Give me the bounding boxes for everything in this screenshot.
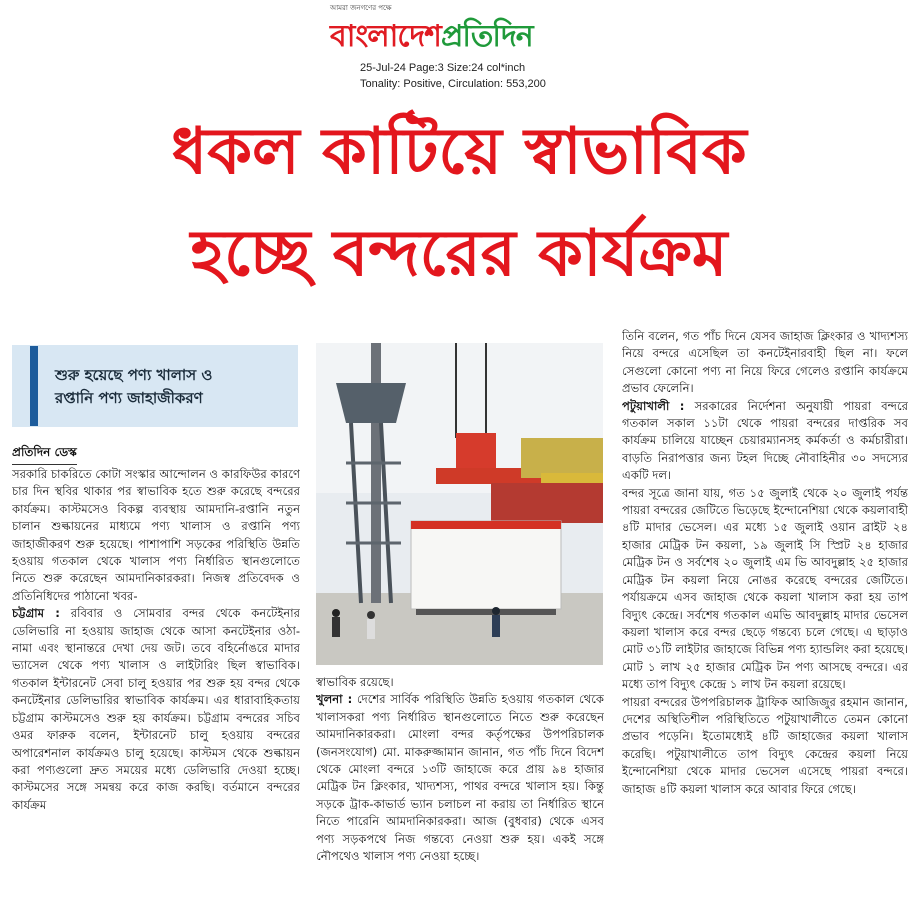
masthead [320,2,610,60]
column3-paragraph-3: বন্দর সূত্রে জানা যায়, গত ১৫ জুলাই থেকে ২০ জুলাই পর্যন্ত পায়রা বন্দরের জেটিতে ভিড়েছে ইন্দোনেশিয়া থেকে কয়লাবাহী ৪টি মাদার ভেসেল। এর মধ্যে ১৫ জুলাই ওয়ান ব্রাইট ২৪ হাজার মেট্রিক টন কয়লা, ১৯ জুলাই সি স্প্রিট ২৪ হাজার মেট্রিক টন ও সর্বশেষ ২০ জুলাই এম ভি আবদুল্লাহ ২৫ হাজার মেট্রিক টন কয়লা নিয়ে নোঙর করেছে বন্দরের জেটিতে। পর্যায়ক্রমে এসব জাহাজ থেকে কয়লা খালাস করা হয় তাপ বিদ্যুৎ কেন্দ্রে। সর্বশেষ গতকাল এমভি আবদুল্লাহ মাদার ভেসেল কয়লা খালাস করে বন্দর ছেড়ে গন্তব্যে চলে গেছে। এ ছাড়াও মোট ৩১টি লাইটার জাহাজে বিভিন্ন পণ্য হ্যান্ডলিং করা হয়েছে। মোট ১ লাখ ২৫ হাজার মেট্রিক টন পণ্য আসছে বন্দরে। এর মধ্যে তাপ বিদ্যুৎ কেন্দ্রে ১ লাখ টন কয়লা রয়েছে। [622,485,908,692]
chattogram-label: চট্টগ্রাম : [12,606,60,621]
subheadline-line-1: শুরু হয়েছে পণ্য খালাস ও [55,366,213,384]
masthead-tagline: আমরা জনগণের পক্ষে [330,4,392,12]
article-column-1 [12,466,300,914]
chattogram-paragraph [12,605,300,814]
port-photo [316,343,603,665]
clip-meta-line-1: 25-Jul-24 Page:3 Size:24 col*inch [360,62,526,74]
chattogram-text: রবিবার ও সোমবার বন্দর থেকে কনটেইনার ডেলিভারি না হওয়ায় জাহাজ থেকে আসা কনটেইনার ওঠা-নামা এবং স্থানান্তরে দেখা দেয় জট। তবে বহির্নোঙরে মাদার ভ্যাসেল থেকে পণ্য খালাস ও লাইটারিং ছিল স্বাভাবিক। গতকাল ইন্টারনেট সেবা চালু হওয়ার পর শুরু হয় বন্দর থেকে কনটেইনার ডেলিভারির স্বাভাবিক কার্যক্রম। এর ধারাবাহিকতায় চট্টগ্রাম কাস্টমসেও শুরু হয় কার্যক্রম। চট্টগ্রাম বন্দরের সচিব ওমর ফারুক বলেন, ইন্টারনেট চালু হওয়ায় বন্দরের অপারেশনাল কার্যক্রমও চালু হয়েছে। কাস্টমস থেকে শুল্কায়ন করা পণ্যগুলো দ্রুত সময়ের মধ্যে ডেলিভারি দেওয়া হচ্ছে। কাস্টমসের সঙ্গে সমন্বয় করে কাজ করছি। বর্তমানে বন্দরের কার্যক্রম [12,606,300,812]
article-column-3 [622,328,908,916]
subheadline-line-2: রপ্তানি পণ্য জাহাজীকরণ [55,389,203,408]
patuakhali-label: পটুয়াখালী : [622,398,685,413]
clip-meta-line-2: Tonality: Positive, Circulation: 553,200 [360,78,546,90]
headline-line-2: হচ্ছে বন্দরের কার্যক্রম [190,217,728,291]
khulna-label: খুলনা : [316,692,353,707]
newspaper-logo [330,12,533,63]
patuakhali-paragraph [622,398,908,485]
khulna-text: দেশের সার্বিক পরিস্থিতি উন্নতি হওয়ায় গতকাল থেকে খালাসকরা পণ্য নির্ধারিত স্থানগুলোতে নিতে শুরু করেছেন আমদানিকারকরা। মোংলা বন্দর কর্তৃপক্ষের উপপরিচালক (জনসংযোগ) মো. মাকরুজ্জামান জানান, গত পাঁচ দিনে বিদেশ থেকে মোংলা বন্দরে ১৩টি জাহাজে করে প্রায় ৯৪ হাজার মেট্রিক টন ক্লিংকার, খাদ্যশস্য, পাথর বন্দরে খালাস হয়। কিন্তু সড়কে ট্রাক-কাভার্ড ভ্যান চলাচল না করায় তা নির্ধারিত স্থানে নিতে পারেনি আমদানিকারকরা। আজ (বুধবার) থেকে এসব পণ্য সড়কপথে নিজ গন্তব্যে নেওয়া শুরু হয়। একই সঙ্গে নৌপথেও খালাস পণ্য নেওয়া হচ্ছে। [316,692,604,864]
intro-paragraph: সরকারি চাকরিতে কোটা সংস্কার আন্দোলন ও কারফিউর কারণে চার দিন স্থবির থাকার পর স্বাভাবিক হতে শুরু করেছে বন্দরের কার্যক্রম। কাস্টমসেও বিকল্প ব্যবস্থায় আমদানি-রপ্তানি নতুন চালান শুল্কায়নের মাধ্যমে পণ্য খালাস ও রপ্তানি পণ্য জাহাজীকরণ শুরু হয়েছে। পাশাপাশি সড়কের পরিস্থিতি উন্নতি হওয়ায় গতকাল থেকে খালাস পণ্য নির্ধারিত স্থানগুলোতে নিতে শুরু করেছেন আমদানিকারকরা। নিজস্ব প্রতিবেদক ও প্রতিনিধিদের পাঠানো খবর- [12,467,300,603]
patuakhali-text: সরকারের নির্দেশনা অনুযায়ী পায়রা বন্দরে গতকাল সকাল ১১টা থেকে পায়রা বন্দরের দাপ্তরিক সব কার্যক্রম চালিয়ে যাচ্ছেন চেয়ারম্যানসহ কর্মকর্তা ও কর্মচারীরা। বাড়তি নিরাপত্তার জন্য টহল দিচ্ছে নৌবাহিনীর ৩০ সদস্যের একটি দল। [622,398,908,483]
khulna-paragraph [316,691,604,865]
column3-paragraph-4: পায়রা বন্দরের উপপরিচালক ট্রাফিক আজিজুর রহমান জানান, দেশের অস্থিতিশীল পরিস্থিতিতে পটুয়াখালীতে তেমন কোনো প্রভাব পড়েনি। ইতোমধ্যেই ৪টি জাহাজের কয়লা খালাস করেছি। পটুয়াখালীতে তাপ বিদ্যুৎ কেন্দ্রের কয়লা নিয়ে ইন্দোনেশিয়া থেকে মাদার ভেসেল এসেছে পায়রা বন্দরে। জাহাজ ৪টি কয়লা খালাস করে আবার ফিরে গেছে। [622,694,908,796]
byline: প্রতিদিন ডেস্ক [12,444,77,465]
subheadline-accent-bar [30,346,38,426]
column3-paragraph-1: তিনি বলেন, গত পাঁচ দিনে যেসব জাহাজ ক্লিংকার ও খাদ্যশস্য নিয়ে বন্দরে এসেছিল তা কনটেইনারবাহী ছিল না। ফলে সেগুলো কোনো পণ্য না নিয়ে ফিরে গেলেও রপ্তানি কার্যক্রমে প্রভাব ফেলেনি। [622,329,908,396]
headline-line-1: ধকল কাটিয়ে স্বাভাবিক [171,115,747,189]
column2-continuation: স্বাভাবিক রয়েছে। [316,675,394,689]
article-column-2 [316,674,604,914]
logo-part-2: প্রতিদিন [440,19,533,54]
subheadline [55,364,290,411]
logo-part-1: বাংলাদেশ [330,19,441,54]
